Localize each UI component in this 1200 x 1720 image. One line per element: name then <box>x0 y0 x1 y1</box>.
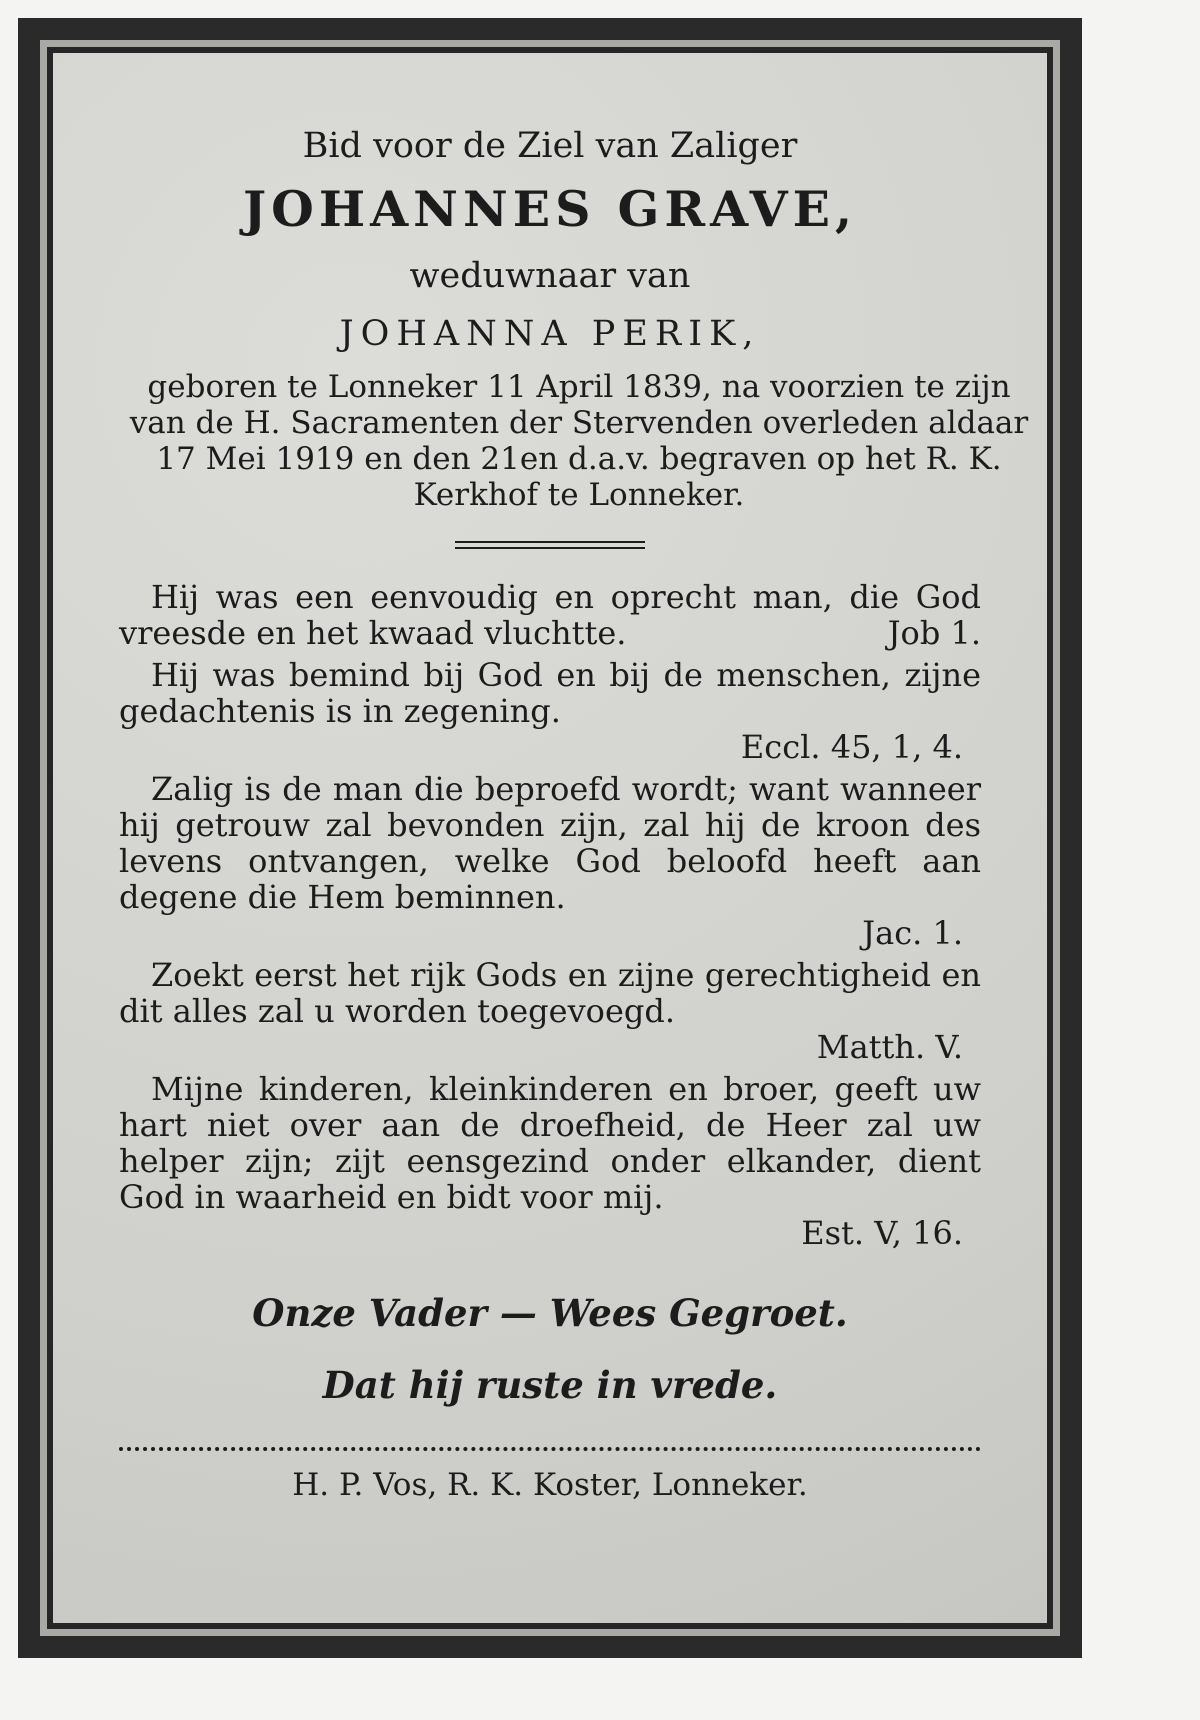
dotted-rule-divider <box>119 1447 981 1451</box>
scripture-quotes <box>119 579 981 1251</box>
quote-text: Zalig is de man die beproefd wordt; want wanneer hij getrouw zal bevonden zijn, zal hij de kroon des levens ontvangen, welke God beloofd heeft aan degene die Hem beminnen. <box>119 770 981 916</box>
memorial-card <box>18 18 1082 1658</box>
quote-item <box>119 579 981 651</box>
invocation-line: Bid voor de Ziel van Zaliger <box>302 126 798 166</box>
spouse-name: JOHANNA PERIK, <box>339 314 761 354</box>
quote-item <box>119 957 981 1065</box>
deceased-name: JOHANNES GRAVE, <box>243 180 857 238</box>
quote-reference: Jac. 1. <box>862 914 963 952</box>
quote-reference: Job 1. <box>887 614 981 652</box>
quote-reference: Est. V, 16. <box>801 1214 963 1252</box>
prayer-line: Onze Vader — Wees Gegroet. <box>252 1291 848 1335</box>
quote-item <box>119 657 981 765</box>
quote-item <box>119 1071 981 1251</box>
quote-text: Zoekt eerst het rijk Gods en zijne gerechtigheid en dit alles zal u worden toegevoegd. <box>119 956 981 1030</box>
relation-line: weduwnaar van <box>409 256 691 296</box>
card-inner-border <box>47 47 1053 1629</box>
rest-in-peace-line: Dat hij ruste in vrede. <box>322 1363 778 1407</box>
card-paper <box>53 53 1047 1623</box>
quote-item <box>119 771 981 951</box>
printer-credit: H. P. Vos, R. K. Koster, Lonneker. <box>292 1467 808 1503</box>
double-rule-divider <box>455 541 645 549</box>
quote-reference: Matth. V. <box>816 1028 963 1066</box>
card-outer-border <box>40 40 1060 1636</box>
quote-text: Hij was een eenvoudig en oprecht man, die God vreesde en het kwaad vluchtte. Job 1. <box>119 578 981 652</box>
biography-text: geboren te Lonneker 11 April 1839, na voorzien te zijn van de H. Sacramenten der Stervenden overleden aldaar 17 Mei 1919 en den 21en d.a.v. begraven op het R. K. Kerkhof te Lonneker. <box>129 369 1029 513</box>
quote-text: Mijne kinderen, kleinkinderen en broer, geeft uw hart niet over aan de droefheid, de Heer zal uw helper zijn; zijt eensgezind onder elkander, dient God in waarheid en bidt voor mij. <box>119 1070 981 1216</box>
quote-reference: Eccl. 45, 1, 4. <box>740 728 963 766</box>
quote-text: Hij was bemind bij God en bij de menschen, zijne gedachtenis is in zegening. <box>119 656 981 730</box>
